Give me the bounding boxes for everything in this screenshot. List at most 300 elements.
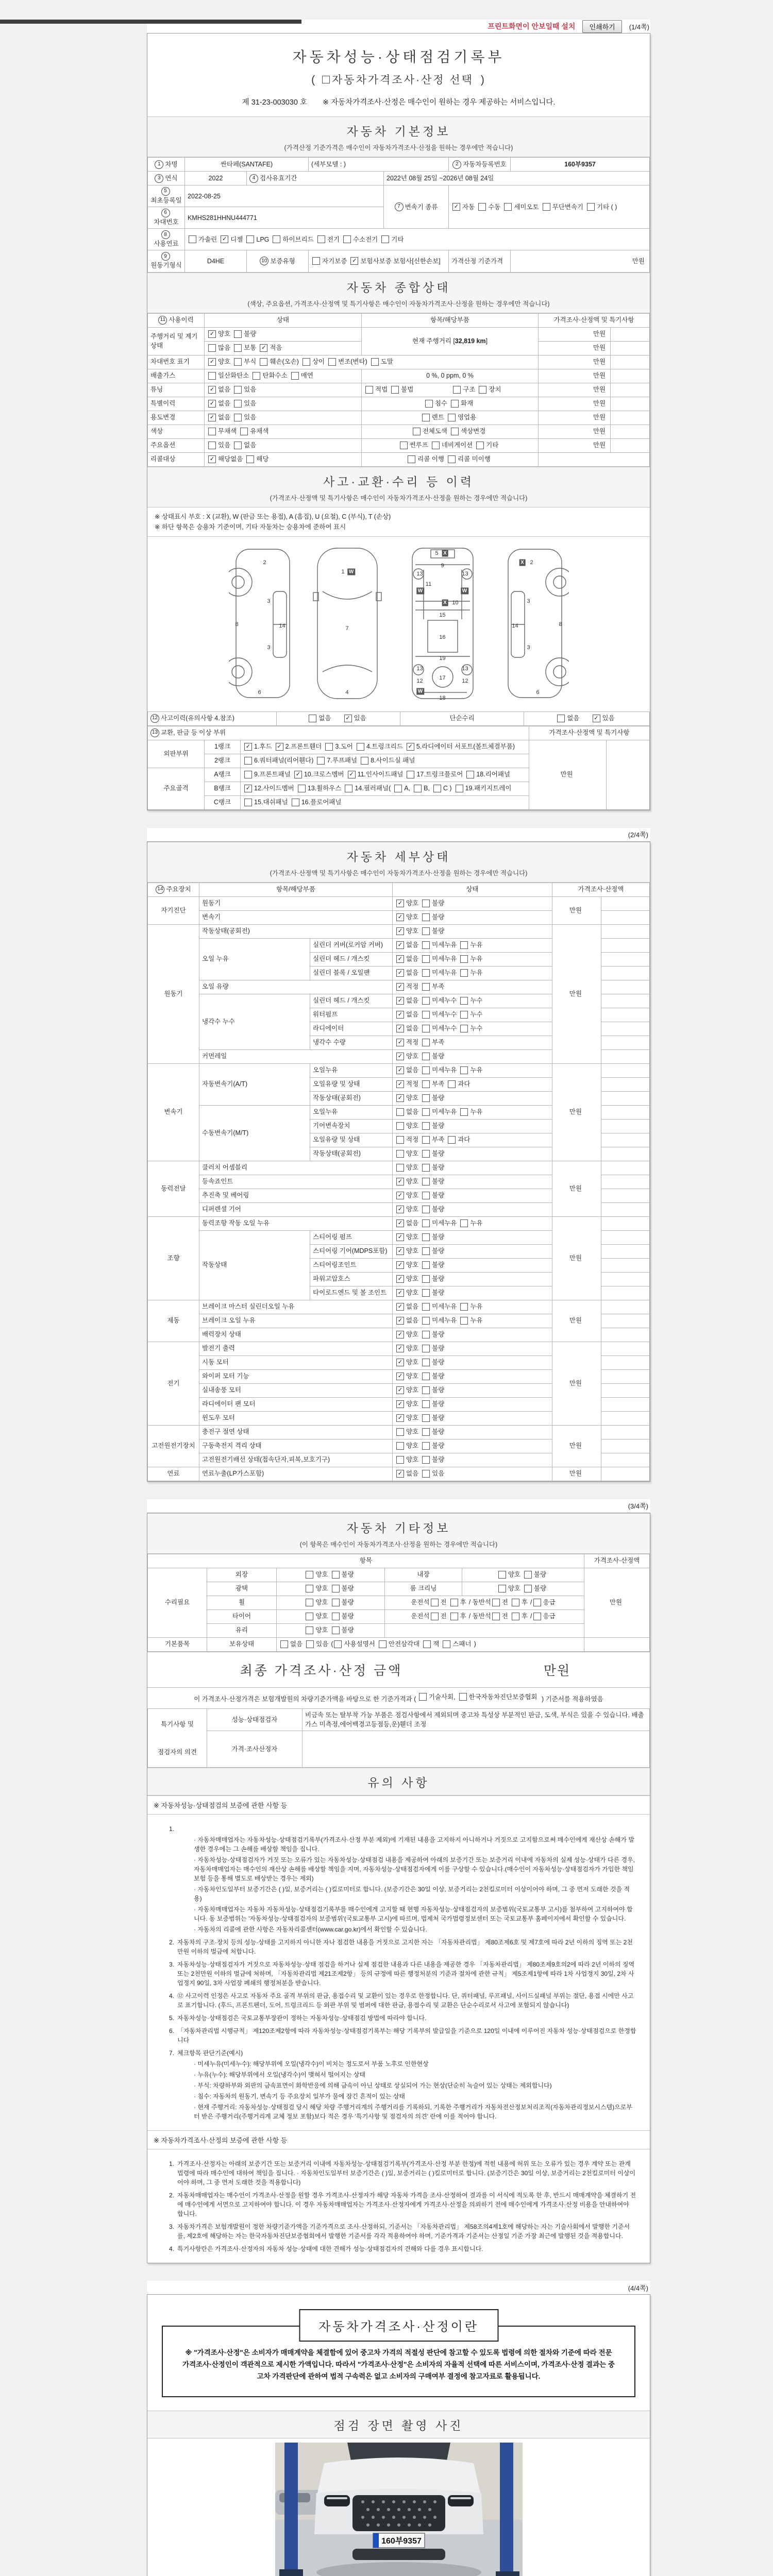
table-cell (148, 1217, 199, 1300)
table-cell (310, 1064, 393, 1078)
table-cell (393, 1356, 552, 1370)
section-title: 자동차 기본정보 (346, 125, 451, 138)
text: 기어변속장치 (313, 1122, 350, 1130)
photo-front-svg (275, 2443, 523, 2576)
table-cell (148, 425, 205, 439)
table-cell (148, 207, 185, 229)
checkbox-checked: ✓ 있음 (593, 714, 615, 723)
table-cell (148, 355, 205, 369)
checkbox-checked: ✓ 없음 (208, 399, 230, 408)
table-cell (277, 1582, 385, 1596)
table-cell (148, 1161, 199, 1217)
table-cell (309, 250, 449, 272)
text: 만원 (569, 1379, 582, 1387)
table-cell (601, 1064, 650, 1078)
text: 특별이력 (150, 400, 176, 408)
table-cell (199, 1314, 393, 1328)
table-cell (393, 1384, 552, 1398)
diagram-part-number: 12 (416, 677, 423, 684)
table-cell (393, 1175, 552, 1189)
table-cell (148, 328, 205, 355)
text: 룸 크리닝 (410, 1585, 437, 1592)
table-cell (601, 1398, 650, 1412)
checkbox: 있음 (234, 385, 256, 394)
text: 스티어링조인트 (313, 1261, 357, 1269)
text: 만원 (609, 1599, 623, 1606)
text: ) 기준서를 적용하였음 (540, 1695, 603, 1703)
diagram-part-number: 7 (345, 625, 349, 632)
text: 클러치 어셈블리 (202, 1164, 247, 1172)
table-cell (385, 1568, 462, 1582)
table-cell (277, 1596, 385, 1610)
table-cell (601, 1175, 650, 1189)
checkbox: 부식 (234, 357, 256, 366)
checkbox: 구조 (453, 385, 475, 394)
table-cell (205, 796, 241, 810)
diagram-part-number: 14 (279, 622, 285, 629)
table-cell (199, 925, 393, 939)
table-cell (148, 172, 185, 185)
text: 사고이력(유의사항 4.참조) (161, 715, 234, 722)
checkbox-checked: ✓ 없음 (396, 1316, 418, 1325)
checkbox-checked: ✓ 양호 (396, 1413, 418, 1422)
diagram-part-number: 17 (439, 674, 446, 681)
diagram-part-number: 13 (462, 665, 468, 672)
text: 변속기 (202, 913, 221, 921)
diagram-part-number: 18 (439, 694, 446, 701)
checkbox: 3.도어 (325, 742, 353, 751)
table-cell (601, 897, 650, 911)
diagram-part-number: 5 (435, 550, 439, 556)
text: 만원 (569, 1470, 582, 1478)
diagram-part-number: 3 (267, 598, 271, 604)
table-cell (601, 1300, 650, 1314)
table-cell (393, 1217, 552, 1231)
text: 전기 (167, 1379, 180, 1387)
table-cell (310, 1133, 393, 1147)
text: 디퍼렌셜 기어 (202, 1206, 241, 1213)
table-cell (185, 229, 650, 250)
table-cell (310, 1078, 393, 1092)
table-cell (199, 1203, 393, 1217)
checkbox: 양호 (396, 1427, 418, 1436)
table-cell (393, 1439, 552, 1453)
table-cell (601, 1426, 650, 1439)
table-cell (205, 314, 362, 328)
checkbox: 양호 (306, 1570, 328, 1579)
checkbox-checked: ✓ 없음 (396, 954, 418, 963)
table-cell (601, 1412, 650, 1426)
table-cell (199, 1426, 393, 1439)
text: 라디에이터 (313, 1025, 344, 1032)
table-cell (393, 883, 552, 897)
text: 단순수리 (449, 715, 475, 722)
text: ※ 자동차가격조사·산정은 매수인이 원하는 경우 제공하는 서비스입니다. (323, 98, 556, 107)
checkbox: 후 (450, 1598, 466, 1607)
table-cell (524, 712, 650, 726)
table-cell (362, 328, 539, 355)
text: 원동기 (164, 990, 183, 997)
checkbox: 네비게이션 (432, 440, 473, 450)
table-cell (199, 883, 393, 897)
checkbox: 부족 (422, 1135, 444, 1144)
checkbox: 자기보증 (312, 257, 347, 266)
section-head-accident (147, 467, 650, 507)
checkbox: 불량 (332, 1625, 354, 1635)
text: 오일누유 (313, 1066, 338, 1074)
table-cell (601, 1036, 650, 1050)
text: 만원 (569, 1442, 582, 1450)
table-cell (207, 1624, 277, 1638)
text: 제동 (167, 1317, 180, 1325)
text: 냉각수 수량 (313, 1039, 346, 1046)
diagram-part-number: 14 (512, 622, 518, 629)
table-cell (199, 1398, 393, 1412)
table-cell (277, 1568, 385, 1582)
checkbox: 있음 (422, 1469, 444, 1478)
checkbox: 누유 (460, 968, 482, 977)
checkbox: 불량 (422, 1274, 444, 1283)
table-cell (148, 453, 205, 467)
table-cell (393, 1328, 552, 1342)
table-cell (310, 939, 393, 953)
table-cell (310, 1259, 393, 1273)
checkbox: 누수 (460, 996, 482, 1005)
checkbox-checked: ✓ 없음 (396, 968, 418, 977)
checkbox: 전체도색 (413, 427, 447, 436)
text: 만원 (593, 358, 606, 366)
table-cell (601, 953, 650, 967)
table-cell (601, 967, 650, 980)
table-cell (393, 1189, 552, 1203)
print-preview-column (147, 20, 650, 2576)
browser-top-strip (0, 20, 301, 24)
table-cell (199, 1453, 393, 1467)
text: 실린더 커버(로커암 커버) (313, 941, 383, 949)
table-cell (185, 185, 384, 207)
table-cell (539, 453, 650, 467)
text: 만원 (593, 344, 606, 352)
checkbox-checked: ✓ 양호 (396, 1191, 418, 1200)
text: KMHS281HHNU444771 (188, 214, 257, 222)
basic-info-table (147, 157, 650, 273)
table-cell (199, 1370, 393, 1384)
text: (A/T) (233, 1080, 248, 1088)
notice-item: 4. 특기사항란은 가격조사·산정자의 자동차 성능·상태에 대한 견해가 성능·상태점검자의 견해와 다를 경우 표시합니다. (169, 2245, 483, 2253)
checkbox: 후 (512, 1598, 528, 1607)
table-cell (393, 1078, 552, 1092)
table-cell (552, 1161, 601, 1217)
table-cell (462, 1568, 584, 1582)
table-cell (601, 1092, 650, 1106)
text: 충전구 절연 상태 (202, 1428, 249, 1436)
table-cell (511, 250, 650, 272)
text: 최초등록일 (150, 197, 182, 204)
text: 2022-08-25 (188, 192, 221, 200)
page-marker-4: (4/4쪽) (147, 2281, 650, 2294)
table-cell (601, 1133, 650, 1147)
diagram-part-number: 2 (263, 559, 266, 566)
text: 2022 (208, 174, 223, 182)
checkbox: 도말 (371, 357, 393, 366)
diagram-part-number: 4 (345, 689, 349, 696)
table-cell (199, 1231, 310, 1300)
checkbox-checked: ✓ 양호 (396, 926, 418, 936)
checkbox-checked: ✓ 양호 (396, 1385, 418, 1395)
checkbox: LPG (246, 235, 269, 244)
table-cell (393, 1008, 552, 1022)
checkbox: 양호 (396, 1121, 418, 1130)
table-cell (539, 397, 611, 411)
table-cell (449, 185, 650, 229)
checkbox-checked: ✓ 12.사이드멤버 (244, 784, 294, 793)
text: 운전석 (411, 1613, 430, 1620)
checkbox-checked: ✓ 양호 (396, 899, 418, 908)
text: 성능·상태점검자 (231, 1716, 278, 1724)
table-cell (199, 1300, 393, 1314)
table-cell (247, 172, 384, 185)
table-cell (539, 369, 611, 383)
checkbox: 불량 (422, 1371, 444, 1381)
checkbox: 불량 (422, 1163, 444, 1172)
table-cell (393, 1342, 552, 1356)
checkbox-checked: ✓ 양호 (208, 357, 230, 366)
text: 작동상태(공회전) (202, 927, 250, 935)
table-cell (539, 439, 611, 453)
section-subtitle: (가격조사·산정액 및 특기사항은 매수인이 자동차가격조사·산정을 원하는 경우에만 적습니다) (270, 494, 528, 502)
bold-text: 32,819 km (455, 337, 486, 345)
table-cell (207, 1568, 277, 1582)
text: 특기사항 및 (161, 1720, 194, 1728)
notice-item: 1. (169, 1825, 174, 1833)
checkbox-checked: ✓ 없음 (396, 940, 418, 950)
table-cell (199, 1412, 393, 1426)
text: 2022년 08월 25일 ~2026년 08월 24일 (386, 174, 494, 182)
checkbox: 불량 (332, 1598, 354, 1607)
table-cell (199, 1217, 393, 1231)
table-cell (310, 953, 393, 967)
table-cell (362, 425, 539, 439)
notice-block-2 (147, 2130, 650, 2263)
checkbox: 가솔린 (189, 235, 217, 244)
circled-number: 12 (150, 714, 159, 723)
table-cell (199, 1175, 393, 1189)
table-cell (310, 1106, 393, 1120)
page-marker-1: (1/4쪽) (629, 23, 649, 31)
table-cell (148, 185, 185, 207)
text: 자기진단 (161, 906, 186, 914)
table-cell (205, 754, 241, 768)
circled-number: 13 (150, 728, 159, 737)
diagram-part-number: 13 (416, 570, 423, 577)
table-cell (601, 980, 650, 994)
checkbox: 8.사이드실 패널 (361, 756, 415, 765)
checkbox-checked: ✓ 양호 (396, 1177, 418, 1186)
table-cell (199, 911, 393, 925)
table-cell (385, 1596, 584, 1610)
checkbox-checked: ✓ 2.프론트휀더 (276, 742, 322, 751)
text: 실린더 블록 / 오일팬 (313, 969, 370, 977)
photo-front-plate: 160부9357 (381, 2537, 422, 2546)
table-cell (584, 1554, 650, 1568)
diagram-part-number: 15 (439, 612, 446, 618)
print-button[interactable]: 인쇄하기 (582, 20, 621, 33)
notice-item: 3. 자동차성능·상태점검자가 거짓으로 자동차성능·상태 점검을 하거나 실제 점검한 내용과 다른 내용을 제공한 경우 「자동차관리법」 제80조제9호의2에 따라 2년 이하의 징역 또는 2천만원 이하의 벌금에 처하며, 「자동차관리법 제21조제2항」 등의 규정에 따른 행정처분의 기준과 절차에 관한 규칙」 제5조제1항에 따라 1차 사업정지 30일, 2차 사업정지 90일, 3차 사업장 폐쇄의 행정처분을 받습니다. (169, 1961, 635, 1987)
document-number-line (153, 96, 645, 107)
text: 만원 (593, 330, 606, 338)
table-cell (199, 1050, 393, 1064)
text: 고전원 (152, 1442, 171, 1450)
circled-number: 9 (161, 252, 170, 261)
text: 수동변속기 (202, 1129, 233, 1137)
checkbox-checked: ✓ 양호 (396, 1093, 418, 1103)
checkbox: 불량 (422, 1288, 444, 1297)
notice-bullet: · 자동차성능·상태점검자가 거짓 또는 오류가 있는 자동차성능·상태점검 내용을 제공하여 아래의 보증기간 또는 보증거리 이내에 자동차의 실제 성능·상태가 다른 경우, 자동차매매업자는 매수인의 재산상 손해를 배상할 책임을 지며, 자동차성능·상태점검자에게 이를 구상할 수 있습니다.(매수인이 자동차성능·상태점검자가 가입한 책임보험 등을 통해 별도로 배상받는 경우는 제외) (194, 1856, 635, 1883)
table-cell (539, 355, 611, 369)
notice-item: 2. 자동차매매업자는 매수인이 가격조사·산정을 원할 경우 가격조사·산정자가 해당 자동차 가격을 조사·산정하여 결과를 이 서식에 적도록 한 후, 반드시 매매계약을 체결하기 전에 매수인에게 서면으로 고지하여야 합니다. 이 경우 자동차매매업자는 가격조사·산정자에게 가격조사·산정을 의뢰하기 전에 매수인에게 가격조사·산정 비용을 안내하여야 합니다. (169, 2192, 636, 2218)
diagram-part-number: 3 (527, 644, 530, 651)
table-cell (611, 328, 650, 342)
table-cell (601, 1078, 650, 1092)
text: ) (474, 1640, 476, 1648)
checkbox: 18.리어패널 (466, 770, 510, 779)
checkbox-checked: ✓ 양호 (396, 1274, 418, 1283)
table-cell (310, 1022, 393, 1036)
text: 스티어링 펌프 (313, 1233, 352, 1241)
diagram-part-number: 3 (267, 644, 271, 651)
text: (세부모델 : ) (311, 160, 346, 168)
checkbox-checked: ✓ 없음 (396, 1065, 418, 1075)
text: 작동상태 (202, 1261, 227, 1269)
text: 부위 (176, 750, 189, 757)
table-cell (310, 1120, 393, 1133)
table-cell (310, 1231, 393, 1245)
table-cell (601, 1467, 650, 1481)
checkbox-checked: ✓ 자동 (452, 202, 475, 212)
table-cell (393, 897, 552, 911)
text: 만원 (569, 906, 582, 914)
circled-number: 3 (155, 174, 163, 183)
text: 만원 (569, 990, 582, 997)
table-cell (148, 369, 205, 383)
text: 작동상태(공회전) (313, 1150, 361, 1158)
checkbox: 일산화탄소 (208, 371, 249, 380)
diagram-part-number: 9 (441, 562, 444, 569)
table-cell (601, 939, 650, 953)
diagram-part-number: 1 (341, 568, 345, 575)
checkbox-checked: ✓ 적정 (396, 1038, 418, 1047)
notice-bullet: · 부식: 차량하부와 외판의 금속표면이 화학반응에 의해 금속이 아닌 상태로 상실되어 가는 현상(단순히 녹슬어 있는 상태는 제외합니다) (194, 2082, 552, 2090)
checkbox: 불량 (422, 1149, 444, 1158)
checkbox: 있음 (208, 440, 230, 450)
checkbox-checked: ✓ 해당없음 (208, 454, 243, 464)
text: 만원 (593, 386, 606, 394)
table-cell (393, 1412, 552, 1426)
price-survey-info-title: 자동차가격조사·산정이란 (299, 2309, 498, 2342)
inspection-photo-front (147, 2438, 650, 2576)
table-cell (362, 411, 539, 425)
section-head-other (147, 1513, 650, 1554)
table-cell (539, 328, 611, 342)
text: ( (311, 74, 321, 86)
checkbox-checked: ✓ 있음 (344, 714, 366, 723)
table-cell (205, 740, 241, 754)
checkbox: 많음 (208, 343, 230, 352)
text: 만원 (593, 414, 606, 421)
table-cell (601, 1022, 650, 1036)
table-cell (449, 158, 511, 172)
table-cell (362, 314, 539, 328)
checkbox: 양호 (396, 1455, 418, 1464)
text: 원동기형식 (150, 262, 182, 269)
table-cell (601, 1147, 650, 1161)
table-cell (148, 740, 205, 768)
text: / 동반석 (468, 1613, 491, 1620)
table-cell (611, 439, 650, 453)
checkbox-checked: ✓ 적음 (260, 343, 282, 352)
checkbox: 수소전기 (343, 235, 378, 244)
table-cell (310, 1147, 393, 1161)
table-cell (611, 411, 650, 425)
table-cell (207, 1596, 277, 1610)
table-cell (310, 1092, 393, 1106)
table-cell (611, 425, 650, 439)
notice-bullet: · 자동차인도일부터 보증기간은 ( )일, 보증거리는 ( )킬로미터로 합니다. (보증기간은 30일 이상, 보증거리는 2천킬로미터 이상이어야 하며, 그 중 먼저 도래한 것을 적용) (194, 1886, 630, 1903)
document-title-block (147, 33, 650, 116)
table-cell (199, 980, 393, 994)
checkbox: 누유 (460, 1316, 482, 1325)
table-cell (601, 1342, 650, 1356)
text: B랭크 (214, 785, 231, 792)
checkbox: 불량 (422, 1232, 444, 1242)
checkbox: 13.휠하우스 (298, 784, 342, 793)
text: 차명 (165, 160, 178, 168)
text: 사용이력 (169, 316, 194, 324)
checkbox: 과다 (448, 1079, 470, 1089)
text: 워터펌프 (313, 1011, 338, 1019)
table-cell (148, 1554, 584, 1568)
text: C랭크 (213, 799, 231, 806)
text: / (530, 1599, 532, 1606)
text: 윈도우 모터 (202, 1414, 235, 1422)
section-title: 사고·교환·수리 등 이력 (323, 474, 475, 488)
checkbox-checked: ✓ 양호 (396, 1358, 418, 1367)
diagram-status-badge-w: W (461, 587, 468, 594)
table-cell (148, 1064, 199, 1161)
table-cell (601, 994, 650, 1008)
checkbox: 탄화수소 (253, 371, 287, 380)
text: 차대번호 표기 (150, 358, 190, 366)
text: 커먼레일 (202, 1053, 227, 1060)
checkbox-checked: ✓ 없음 (208, 413, 230, 422)
table-cell (393, 953, 552, 967)
diagram-part-number: 2 (530, 559, 533, 566)
text: 만원 (569, 1184, 582, 1192)
checkbox: 불량 (234, 329, 256, 338)
text: 주행거리 및 계기상태 (150, 332, 198, 349)
table-cell (393, 911, 552, 925)
checkbox: 미세누유 (422, 1302, 457, 1311)
table-cell (148, 768, 205, 810)
notice-item: 4. ⑫ 사고이력 인정은 사고로 자동차 주요 골격 부위의 판금, 용접수리 및 교환이 있는 경우로 한정합니다. 단, 쿼터패널, 루프패널, 사이드실패널 부위는 절단, 용접 시에만 사고로 표기합니다. (후드, 프론트펜더, 도어, 트렁크리드 등 외판 부위 및 범퍼에 대한 판금, 용접수리 및 교환은 단순수리로서 사고에 포함되지 않습니다) (169, 1992, 634, 2009)
checkbox: 누유 (460, 954, 482, 963)
checkbox: 과다 (448, 1135, 470, 1144)
table-cell (148, 712, 277, 726)
table-cell (393, 925, 552, 939)
table-cell (584, 1568, 650, 1638)
table-cell (393, 1426, 552, 1439)
text: 내장 (417, 1571, 430, 1579)
